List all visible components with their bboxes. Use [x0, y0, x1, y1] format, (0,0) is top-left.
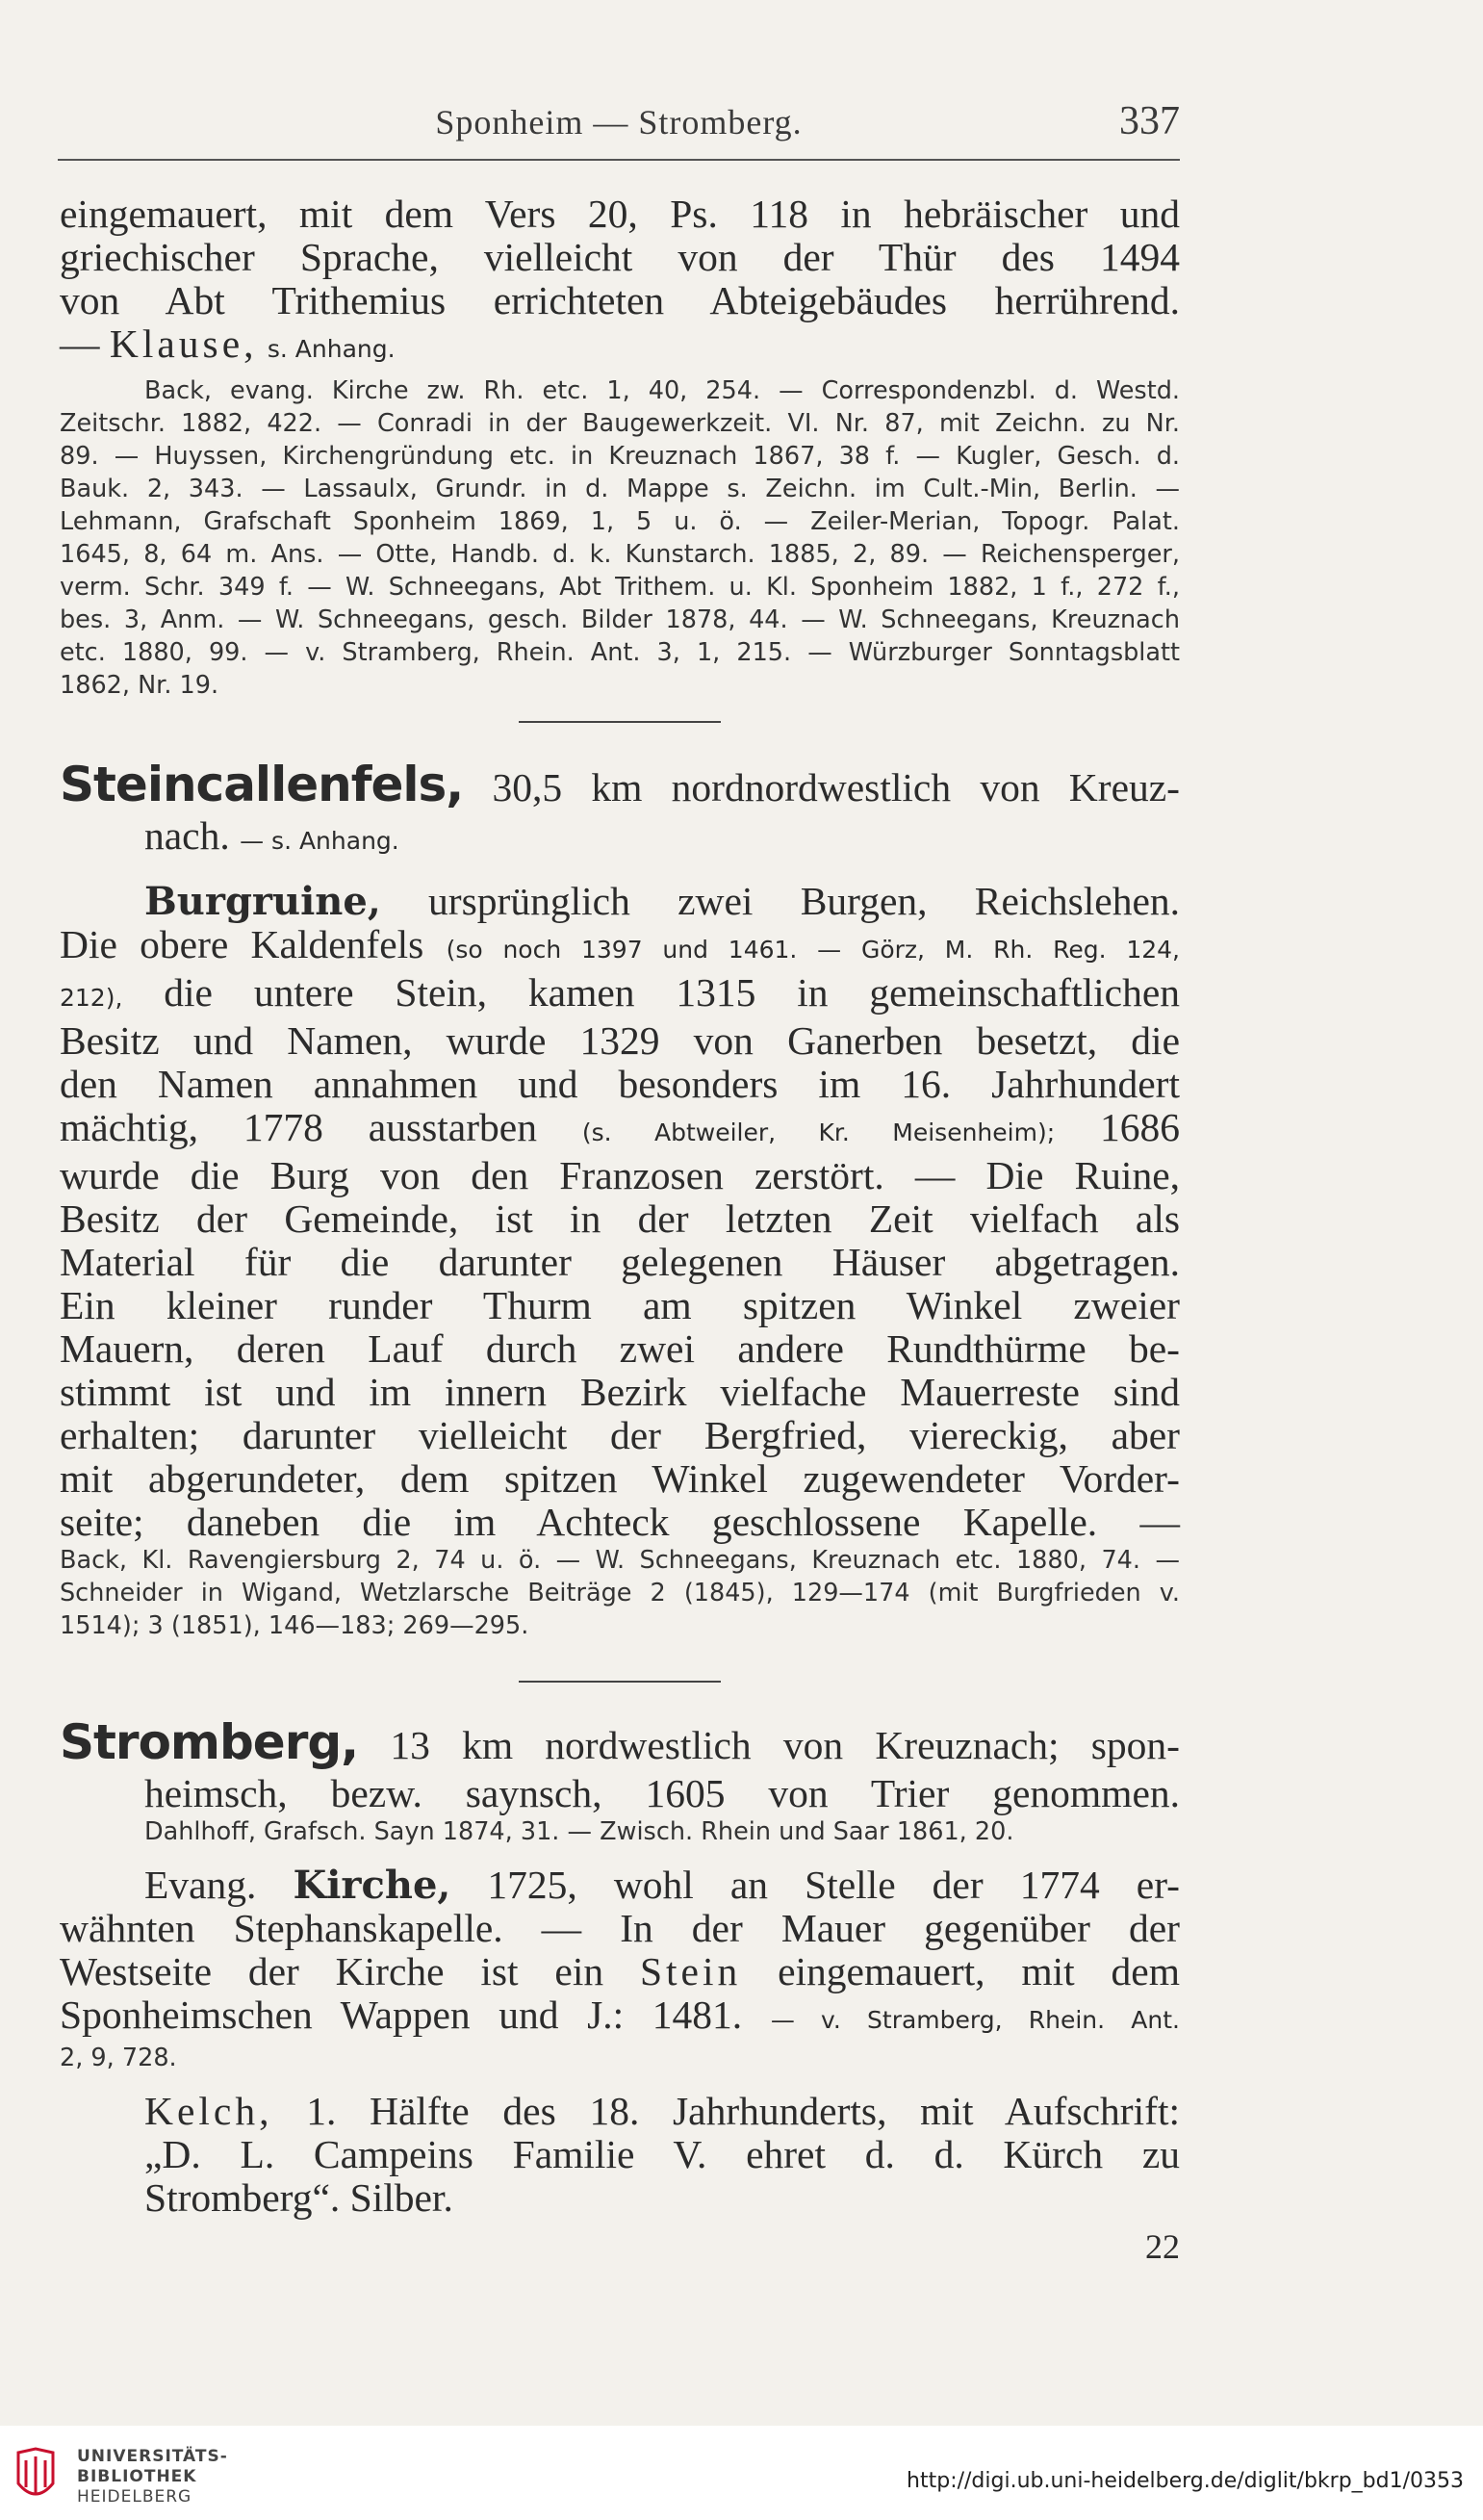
text-line — [60, 1864, 1180, 1907]
sponheim-continuation — [60, 193, 1180, 702]
reference-line: Lehmann, Grafschaft Sponheim 1869, 1, 5 u. ö. — Zeiler-Merian, Topogr. Palat. — [60, 507, 1180, 536]
reference-inline: — s. Anhang. — [240, 827, 399, 855]
text-line — [60, 1106, 1180, 1154]
text-line — [60, 1993, 1180, 2042]
text-segment: 1725, wohl an Stelle der 1774 er- — [487, 1863, 1181, 1907]
text-line — [60, 880, 1180, 923]
reference-line: Dahlhoff, Grafsch. Sayn 1874, 31. — Zwisch. Rhein und Saar 1861, 20. — [144, 1817, 1014, 1846]
entry-title-line — [60, 758, 1180, 814]
entry-title-line — [60, 1715, 1180, 1772]
text-line: eingemauert, mit dem Vers 20, Ps. 118 in hebräischer und — [60, 192, 1180, 236]
entry-title: Steincallenfels, — [60, 757, 464, 812]
reference-line: 89. — Huyssen, Kirchengründung etc. in Kreuznach 1867, 38 f. — Kugler, Gesch. d. — [60, 442, 1180, 471]
reference-line: 1862, Nr. 19. — [60, 671, 219, 700]
text-line: von Abt Trithemius errichteten Abteigebäudes herrührend. — [60, 278, 1180, 322]
section-separator — [519, 721, 721, 723]
reference-line: Back, Kl. Ravengiersburg 2, 74 u. ö. — W. Schneegans, Kreuznach etc. 1880, 74. — — [60, 1546, 1180, 1575]
text-line — [60, 1950, 1180, 1993]
library-name-line: UNIVERSITÄTS- — [77, 2447, 228, 2466]
dash: — — [60, 321, 100, 366]
page-body — [60, 193, 1180, 2220]
text-line: Ein kleiner runder Thurm am spitzen Winkel zweier — [60, 1283, 1180, 1327]
klause-word: Klause, — [109, 321, 258, 366]
reference-line: 1514); 3 (1851), 146—183; 269—295. — [60, 1611, 529, 1640]
text-line: seite; daneben die im Achteck geschlossene Kapelle. — — [60, 1500, 1180, 1544]
text-line: heimsch, bezw. saynsch, 1605 von Trier genommen. — [144, 1771, 1180, 1815]
text-line: Besitz und Namen, wurde 1329 von Ganerben besetzt, die — [60, 1018, 1180, 1063]
text-segment: 1. Hälfte des 18. Jahrhunderts, mit Aufschrift: — [306, 2089, 1181, 2133]
reference-inline: 212), — [60, 984, 123, 1012]
signature-number: 22 — [1145, 2227, 1180, 2266]
running-title: Sponheim — Stromberg. — [435, 103, 803, 141]
reference-line: bes. 3, Anm. — W. Schneegans, gesch. Bilder 1878, 44. — W. Schneegans, Kreuznach — [60, 605, 1180, 634]
reference-line: Back, evang. Kirche zw. Rh. etc. 1, 40, 254. — Correspondenzbl. d. Westd. — [144, 376, 1180, 405]
entry-title: Stromberg, — [60, 1714, 359, 1770]
entry-stromberg — [60, 1715, 1180, 2220]
reference-inline: (s. Abtweiler, Kr. Meisenheim); — [581, 1119, 1056, 1146]
stein-word: Stein — [639, 1949, 742, 1993]
entry-steincallenfels — [60, 758, 1180, 1642]
text-segment: nach. — [144, 813, 230, 858]
text-line: Mauern, deren Lauf durch zwei andere Rundthürme be- — [60, 1326, 1180, 1371]
text-segment: Westseite der Kirche ist ein — [60, 1949, 604, 1993]
text-line — [60, 971, 1180, 1019]
viewer-footer — [0, 2426, 1483, 2520]
permalink-url[interactable]: http://digi.ub.uni-heidelberg.de/diglit/bkrp_bd1/0353 — [907, 2469, 1464, 2493]
text-line: wähnten Stephanskapelle. — In der Mauer gegenüber der — [60, 1906, 1180, 1950]
text-segment: 30,5 km nordnordwestlich von Kreuz- — [492, 765, 1180, 810]
library-name — [77, 2447, 228, 2507]
page-number: 337 — [1119, 99, 1180, 143]
library-name-line: HEIDELBERG — [77, 2487, 192, 2507]
kelch-word: Kelch, — [144, 2089, 273, 2133]
text-segment: die untere Stein, kamen 1315 in gemeinschaftlichen — [164, 970, 1180, 1015]
reference-line: 2, 9, 728. — [60, 2044, 177, 2072]
reference-line: Schneider in Wigand, Wetzlarsche Beiträge 2 (1845), 129—174 (mit Burgfrieden v. — [60, 1579, 1180, 1607]
university-logo-icon — [14, 2445, 57, 2512]
text-line — [60, 923, 1180, 971]
reference-inline: — v. Stramberg, Rhein. Ant. — [770, 2006, 1180, 2034]
text-line: stimmt ist und im innern Bezirk vielfache Mauerreste sind — [60, 1370, 1180, 1414]
reference-line: 1645, 8, 64 m. Ans. — Otte, Handb. d. k. Kunstarch. 1885, 2, 89. — Reichensperger, — [60, 540, 1180, 569]
text-segment: 1686 — [1100, 1105, 1181, 1149]
text-line: Stromberg“. Silber. — [144, 2175, 453, 2220]
burgruine-label: Burgruine, — [144, 879, 381, 924]
kirche-label: Kirche, — [293, 1863, 451, 1908]
text-line — [60, 814, 1180, 862]
text-segment: Sponheimschen Wappen und J.: 1481. — [60, 1993, 743, 2037]
text-segment: Evang. — [144, 1863, 257, 1907]
text-segment: 13 km nordwestlich von Kreuznach; spon- — [390, 1723, 1180, 1767]
reference-line: verm. Schr. 349 f. — W. Schneegans, Abt Trithem. u. Kl. Sponheim 1882, 1 f., 272 f., — [60, 573, 1180, 602]
text-line: mit abgerundeter, dem spitzen Winkel zugewendeter Vorder- — [60, 1456, 1180, 1501]
reference-line: etc. 1880, 99. — v. Stramberg, Rhein. Ant. 3, 1, 215. — Würzburger Sonntagsblatt — [60, 638, 1180, 667]
klause-line — [60, 322, 1180, 371]
reference-inline: (so noch 1397 und 1461. — Görz, M. Rh. Reg. 124, — [446, 936, 1181, 964]
header-rule — [58, 159, 1180, 161]
text-line: erhalten; darunter vielleicht der Bergfried, viereckig, aber — [60, 1413, 1180, 1457]
text-line: wurde die Burg von den Franzosen zerstört. — Die Ruine, — [60, 1153, 1180, 1197]
text-line — [60, 2090, 1180, 2133]
text-segment: Die obere Kaldenfels — [60, 922, 424, 966]
klause-ref: s. Anhang. — [267, 335, 396, 363]
sponheim-references — [60, 374, 1180, 702]
text-segment: ursprünglich zwei Burgen, Reichslehen. — [428, 879, 1181, 923]
text-line: Besitz der Gemeinde, ist in der letzten Zeit vielfach als — [60, 1196, 1180, 1241]
reference-line: Zeitschr. 1882, 422. — Conradi in der Baugewerkzeit. VI. Nr. 87, mit Zeichn. zu Nr. — [60, 409, 1180, 438]
text-line: den Namen annahmen und besonders im 16. Jahrhundert — [60, 1062, 1180, 1106]
page-header — [58, 96, 1180, 154]
text-line: griechischer Sprache, vielleicht von der Thür des 1494 — [60, 235, 1180, 279]
text-segment: mächtig, 1778 ausstarben — [60, 1105, 537, 1149]
reference-line: Bauk. 2, 343. — Lassaulx, Grundr. in d. Mappe s. Zeichn. im Cult.-Min, Berlin. — — [60, 475, 1180, 503]
text-segment: eingemauert, mit dem — [778, 1949, 1180, 1993]
text-line: „D. L. Campeins Familie V. ehret d. d. Kürch zu — [144, 2132, 1180, 2176]
section-separator — [519, 1681, 721, 1683]
text-line: Material für die darunter gelegenen Häuser abgetragen. — [60, 1240, 1180, 1284]
library-name-line: BIBLIOTHEK — [77, 2467, 197, 2486]
